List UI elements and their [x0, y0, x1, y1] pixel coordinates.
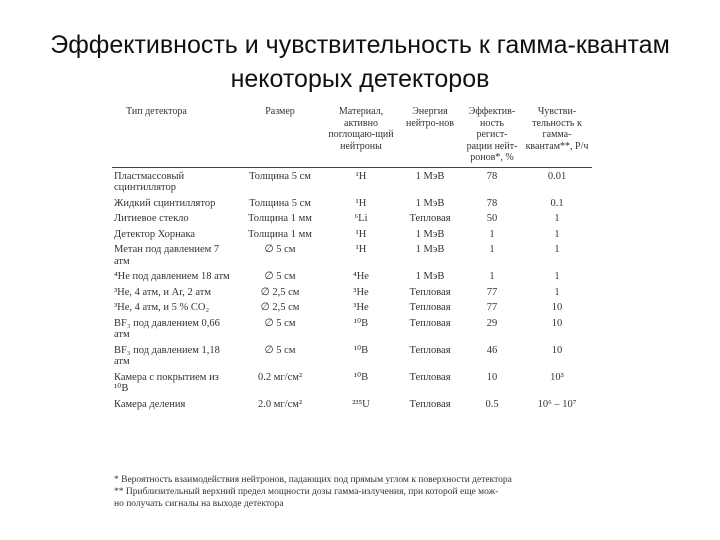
cell-energy: Тепловая [409, 302, 451, 313]
cell-efficiency: 77 [486, 286, 498, 298]
cell-size: ∅ 5 см [264, 317, 296, 329]
detector-table-container [112, 104, 592, 412]
cell-type: Литиевое стекло [114, 213, 189, 224]
cell-size: Толщина 1 мм [248, 213, 312, 224]
footnote-3: но получать сигналы на выходе детектора [114, 499, 284, 509]
cell-efficiency: 0.5 [485, 398, 499, 410]
cell-type: Жидкий сцинтиллятор [114, 197, 216, 209]
cell-sensitivity: 10 [551, 344, 563, 356]
cell-efficiency: 50 [486, 213, 498, 224]
cell-material: ¹⁰B [353, 371, 369, 383]
cell-energy: 1 МэВ [415, 271, 445, 282]
cell-size: 2.0 мг/см² [257, 398, 303, 410]
cell-energy: Тепловая [409, 213, 451, 224]
cell-sensitivity: 10 [551, 302, 563, 313]
cell-size: ∅ 5 см [264, 244, 296, 255]
cell-sensitivity: 10⁶ – 10⁷ [537, 398, 577, 410]
cell-size: ∅ 5 см [264, 271, 296, 282]
cell-energy: Тепловая [409, 317, 451, 329]
cell-sensitivity: 1 [554, 244, 560, 255]
cell-sensitivity: 1 [554, 286, 560, 298]
table-row [112, 227, 592, 243]
cell-sensitivity: 10³ [550, 371, 564, 383]
cell-type: Камера деления [114, 398, 186, 410]
cell-size: ∅ 2,5 см [260, 302, 300, 313]
cell-type: Камера с покрытием из ¹⁰B [114, 371, 219, 394]
cell-energy: Тепловая [409, 286, 451, 298]
cell-energy: Тепловая [409, 398, 451, 410]
title-line-2: некоторых детекторов [230, 65, 490, 93]
table-row [112, 370, 592, 397]
cell-size: ∅ 5 см [264, 344, 296, 356]
header-energy: Энергия нейтро-нов [398, 104, 462, 167]
cell-sensitivity: 1 [554, 271, 560, 282]
table-row [112, 316, 592, 343]
cell-sensitivity: 0.01 [547, 170, 567, 182]
cell-efficiency: 1 [489, 228, 495, 240]
cell-type: Детектор Хорнака [114, 228, 196, 240]
cell-material: ¹H [355, 244, 367, 255]
table-row [112, 167, 592, 196]
cell-type: Пластмассовый сцинтиллятор [114, 170, 185, 193]
cell-efficiency: 77 [486, 302, 498, 313]
table-row [112, 196, 592, 212]
cell-type: BF₃ под давлением 1,18 атм [114, 344, 220, 367]
cell-material: ²³⁵U [352, 398, 370, 410]
footnote-2: ** Приблизительный верхний предел мощности дозы гамма-излучения, при которой еще мож- [114, 487, 499, 497]
cell-efficiency: 29 [486, 317, 498, 329]
cell-sensitivity: 1 [554, 213, 560, 224]
cell-material: ¹⁰B [353, 317, 369, 329]
cell-efficiency: 46 [486, 344, 498, 356]
cell-sensitivity: 1 [554, 228, 560, 240]
table-row [112, 397, 592, 413]
cell-size: Толщина 5 см [249, 170, 311, 182]
cell-material: ¹H [355, 228, 367, 240]
cell-size: ∅ 2,5 см [260, 286, 300, 298]
cell-sensitivity: 10 [551, 317, 563, 329]
cell-material: ¹H [355, 197, 367, 209]
cell-energy: 1 МэВ [415, 244, 445, 255]
table-row [112, 285, 592, 301]
cell-energy: Тепловая [409, 371, 451, 383]
cell-energy: 1 МэВ [415, 228, 445, 240]
cell-efficiency: 1 [489, 271, 495, 282]
table-header-row [112, 104, 592, 167]
cell-material: ⁶Li [354, 213, 368, 224]
cell-material: ³Не [353, 302, 369, 313]
header-efficiency: Эффектив-ность регист-рации нейт-ронов*, % [462, 104, 522, 167]
cell-type: ³Не, 4 атм, и 5 % CO₂ [114, 302, 210, 313]
cell-size: Толщина 5 см [249, 197, 311, 209]
header-material: Материал, активно поглощаю-щий нейтроны [324, 104, 398, 167]
cell-type: ³Не, 4 атм, и Ar, 2 атм [114, 286, 212, 298]
footnote-1: * Вероятность взаимодействия нейтронов, падающих под прямым углом к поверхности детектора [114, 475, 512, 485]
cell-material: ³Не [353, 286, 369, 298]
table-row [112, 343, 592, 370]
cell-material: ¹H [355, 170, 367, 182]
cell-size: Толщина 1 мм [248, 228, 312, 240]
cell-material: ⁴Не [353, 271, 369, 282]
table-footnotes [114, 474, 594, 510]
title-line-1: Эффективность и чувствительность к гамма-квантам [50, 31, 670, 59]
slide-title [0, 28, 720, 96]
cell-energy: Тепловая [409, 344, 451, 356]
cell-efficiency: 1 [489, 244, 495, 255]
table-row [112, 211, 592, 227]
header-detector-type: Тип детектора [112, 104, 236, 167]
cell-efficiency: 78 [486, 197, 498, 209]
cell-efficiency: 78 [486, 170, 498, 182]
cell-energy: 1 МэВ [415, 197, 445, 209]
cell-type: Метан под давлением 7 атм [114, 244, 220, 267]
table-row [112, 242, 592, 269]
table-row [112, 300, 592, 316]
cell-energy: 1 МэВ [415, 170, 445, 182]
cell-type: BF₃ под давлением 0,66 атм [114, 317, 220, 340]
table-row [112, 269, 592, 285]
header-size: Размер [236, 104, 324, 167]
cell-type: ⁴Не под давлением 18 атм [114, 271, 230, 282]
header-sensitivity: Чувстви-тельность к гамма-квантам**, Р/ч [522, 104, 592, 167]
cell-efficiency: 10 [486, 371, 498, 383]
cell-sensitivity: 0.1 [550, 197, 564, 209]
detector-table [112, 104, 592, 412]
cell-material: ¹⁰B [353, 344, 369, 356]
cell-size: 0.2 мг/см² [257, 371, 303, 383]
